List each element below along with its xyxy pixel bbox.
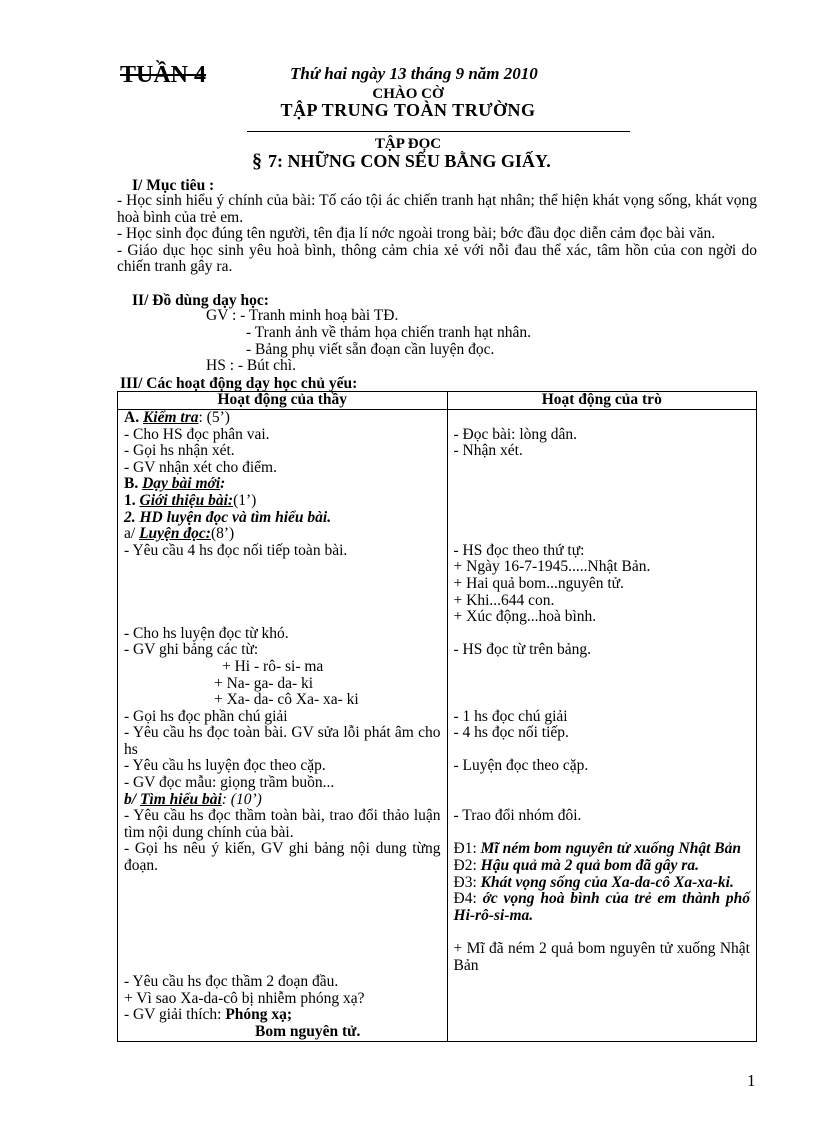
teacher-line: - Yêu cầu hs đọc thầm toàn bài, trao đổi thảo luận tìm nội dung chính của bài. <box>124 807 441 841</box>
divider-line <box>247 131 630 132</box>
student-line: + Xúc động...hoà bình. <box>453 608 597 626</box>
teacher-line <box>124 1007 441 1024</box>
student-line: + Hai quả bom...nguyên tử. <box>453 574 624 592</box>
teacher-line: - Gọi hs nhận xét. <box>124 442 235 460</box>
student-line: - Nhận xét. <box>453 442 523 460</box>
teacher-line: - Gọi hs nêu ý kiến, GV ghi bảng nội dung từng đoạn. <box>124 840 441 875</box>
paragraph-summary: Hậu quả mà 2 quả bom đã gây ra. <box>480 857 699 875</box>
materials-gv-item: - Tranh ảnh về thảm họa chiến tranh hạt nhân. <box>246 324 531 341</box>
teacher-line: - GV ghi bảng các từ: <box>124 641 259 659</box>
page-number: 1 <box>747 1071 756 1090</box>
student-line: - 4 hs đọc nối tiếp. <box>453 724 569 742</box>
materials-gv: GV : - Tranh minh hoạ bài TĐ. <box>206 307 399 324</box>
objectives-list <box>117 193 757 276</box>
section-a-label: A. <box>124 409 143 426</box>
spacer <box>124 875 441 892</box>
step-1-time: (1’) <box>233 491 257 509</box>
student-line: - 1 hs đọc chú giải <box>453 707 568 725</box>
spacer <box>454 493 750 510</box>
spacer <box>454 476 750 493</box>
section-b <box>124 476 441 493</box>
teacher-line: - Yêu cầu hs đọc thầm 2 đoạn đầu. <box>124 973 339 991</box>
spacer <box>124 576 441 593</box>
column-header-student: Hoạt động của trò <box>447 392 756 410</box>
section-symbol: § <box>252 150 262 172</box>
paragraph-summary: ớc vọng hoà bình của trẻ em thành phố Hi-rô-si-ma. <box>453 890 750 924</box>
section-a <box>124 410 441 427</box>
materials-gv-item: - Bảng phụ viết sẵn đoạn cần luyện đọc. <box>246 341 495 358</box>
term-phong-xa: Phóng xạ; <box>225 1006 293 1024</box>
section-b-colon: : <box>220 475 226 493</box>
section-b-title: Dạy bài mới <box>142 475 221 493</box>
paragraph-label: Đ2: <box>453 857 481 875</box>
spacer <box>124 891 441 908</box>
paragraph-summary: Khát vọng sống của Xa-da-cô Xa-xa-ki. <box>480 873 734 891</box>
section-a-time: : (5’) <box>198 409 230 426</box>
teacher-line: - Cho HS đọc phân vai. <box>124 425 270 443</box>
teacher-line: - Yêu cầu hs đọc toàn bài. GV sửa lỗi phát âm cho hs <box>124 724 441 758</box>
paragraph-label: Đ1: <box>453 840 481 858</box>
lesson-title-text: 7: NHỮNG CON SẾU BẰNG GIẤY. <box>268 151 551 171</box>
word-item: + Na- ga- da- ki <box>214 674 314 692</box>
materials-heading: II/ Đồ dùng dạy học: <box>132 292 269 309</box>
teacher-line: - Gọi hs đọc phần chú giải <box>124 707 288 725</box>
objective-item: - Giáo dục học sinh yêu hoà bình, thông cảm chia xẻ với nỗi đau thể xác, tâm hồn của con ngời do chiến tranh gây ra. <box>117 241 757 275</box>
step-b-label: b/ <box>124 790 140 808</box>
spacer <box>454 460 750 477</box>
paragraph-content <box>454 891 750 924</box>
spacer <box>124 941 441 958</box>
assembly-title: CHÀO CỜ <box>372 86 444 102</box>
section-b-label: B. <box>124 475 143 493</box>
student-activities <box>447 410 756 1042</box>
student-line: - Đọc bài: lòng dân. <box>453 425 578 443</box>
activities-table <box>117 391 757 1042</box>
step-a-time: (8’) <box>210 525 235 543</box>
word-item: + Xa- da- cô Xa- xa- ki <box>214 691 359 709</box>
lesson-date: Thứ hai ngày 13 tháng 9 năm 2010 <box>290 64 538 83</box>
teacher-line: - Cho hs luyện đọc từ khó. <box>124 624 289 642</box>
teacher-activities <box>118 410 448 1042</box>
spacer <box>454 742 750 759</box>
spacer <box>454 510 750 527</box>
spacer <box>124 908 441 925</box>
step-2: 2. HD luyện đọc và tìm hiểu bài. <box>124 508 332 526</box>
spacer <box>454 825 750 842</box>
teacher-line-prefix: - GV giải thích: <box>124 1006 226 1024</box>
spacer <box>124 559 441 576</box>
spacer <box>454 410 750 427</box>
spacer <box>124 958 441 975</box>
objectives-heading-text: I/ Mục tiêu : <box>132 177 215 194</box>
spacer <box>454 792 750 809</box>
student-line: - HS đọc theo thứ tự: <box>453 541 585 559</box>
step-1 <box>124 493 441 510</box>
column-header-teacher: Hoạt động của thầy <box>118 392 448 410</box>
step-1-num: 1. <box>124 491 140 509</box>
spacer <box>454 626 750 643</box>
assembly-subtitle: TẬP TRUNG TOÀN TRƯỜNG <box>280 100 536 120</box>
paragraph-content <box>454 841 750 858</box>
spacer <box>454 924 750 941</box>
step-b <box>124 792 441 809</box>
materials-hs: HS : - Bút chì. <box>206 357 296 374</box>
spacer <box>454 659 750 676</box>
step-b-title: Tìm hiểu bài <box>139 790 222 808</box>
teacher-line: - Yêu cầu hs luyện đọc theo cặp. <box>124 757 326 775</box>
student-line: - Trao đổi nhóm đôi. <box>453 807 582 825</box>
section-a-title: Kiểm tra <box>142 409 199 426</box>
spacer <box>124 593 441 610</box>
step-a-title: Luyện đọc: <box>139 525 211 543</box>
teacher-line: - Yêu cầu 4 hs đọc nối tiếp toàn bài. <box>124 541 348 559</box>
spacer <box>124 609 441 626</box>
step-a-label: a/ <box>124 525 140 543</box>
objective-item: - Học sinh hiểu ý chính của bài: Tố cáo tội ác chiến tranh hạt nhân; thể hiện khát vọng sống, khát vọng hoà bình của trẻ em. <box>117 192 757 226</box>
step-1-title: Giới thiệu bài: <box>139 491 234 509</box>
activities-heading: III/ Các hoạt động dạy học chủ yếu: <box>120 375 358 392</box>
student-line: + Ngày 16-7-1945.....Nhật Bản. <box>453 558 651 576</box>
objective-item: - Học sinh đọc đúng tên người, tên địa lí nớc ngoài trong bài; bớc đầu đọc diễn cảm đọc bài văn. <box>117 225 716 242</box>
paragraph-summary: Mĩ ném bom nguyên tử xuống Nhật Bản <box>480 840 741 858</box>
teacher-line: + Vì sao Xa-da-cô bị nhiễm phóng xạ? <box>124 989 365 1007</box>
spacer <box>124 924 441 941</box>
spacer <box>454 692 750 709</box>
lesson-title <box>252 150 551 173</box>
student-line: + Khi...644 con. <box>453 591 555 609</box>
word-item: + Hi - rô- si- ma <box>222 657 324 675</box>
step-b-time: : (10’) <box>221 790 262 808</box>
term-bom-nguyen-tu: Bom nguyên tử. <box>255 1022 361 1040</box>
teacher-line: - GV đọc mẫu: giọng trầm buồn... <box>124 774 335 792</box>
student-line: - Luyện đọc theo cặp. <box>453 757 589 775</box>
paragraph-label: Đ4: <box>453 890 483 908</box>
paragraph-label: Đ3: <box>453 873 481 891</box>
spacer <box>454 526 750 543</box>
spacer <box>454 775 750 792</box>
student-line: - HS đọc từ trên bảng. <box>453 641 592 659</box>
paragraph-content <box>454 858 750 875</box>
paragraph-content <box>454 875 750 892</box>
spacer <box>454 676 750 693</box>
student-line: + Mĩ đã ném 2 quả bom nguyên tử xuống Nhật Bản <box>453 940 750 974</box>
teacher-line: - GV nhận xét cho điểm. <box>124 458 277 476</box>
week-label: TUẦN 4 <box>120 62 207 88</box>
subject-title: TẬP ĐỌC <box>374 136 442 152</box>
step-a <box>124 526 441 543</box>
